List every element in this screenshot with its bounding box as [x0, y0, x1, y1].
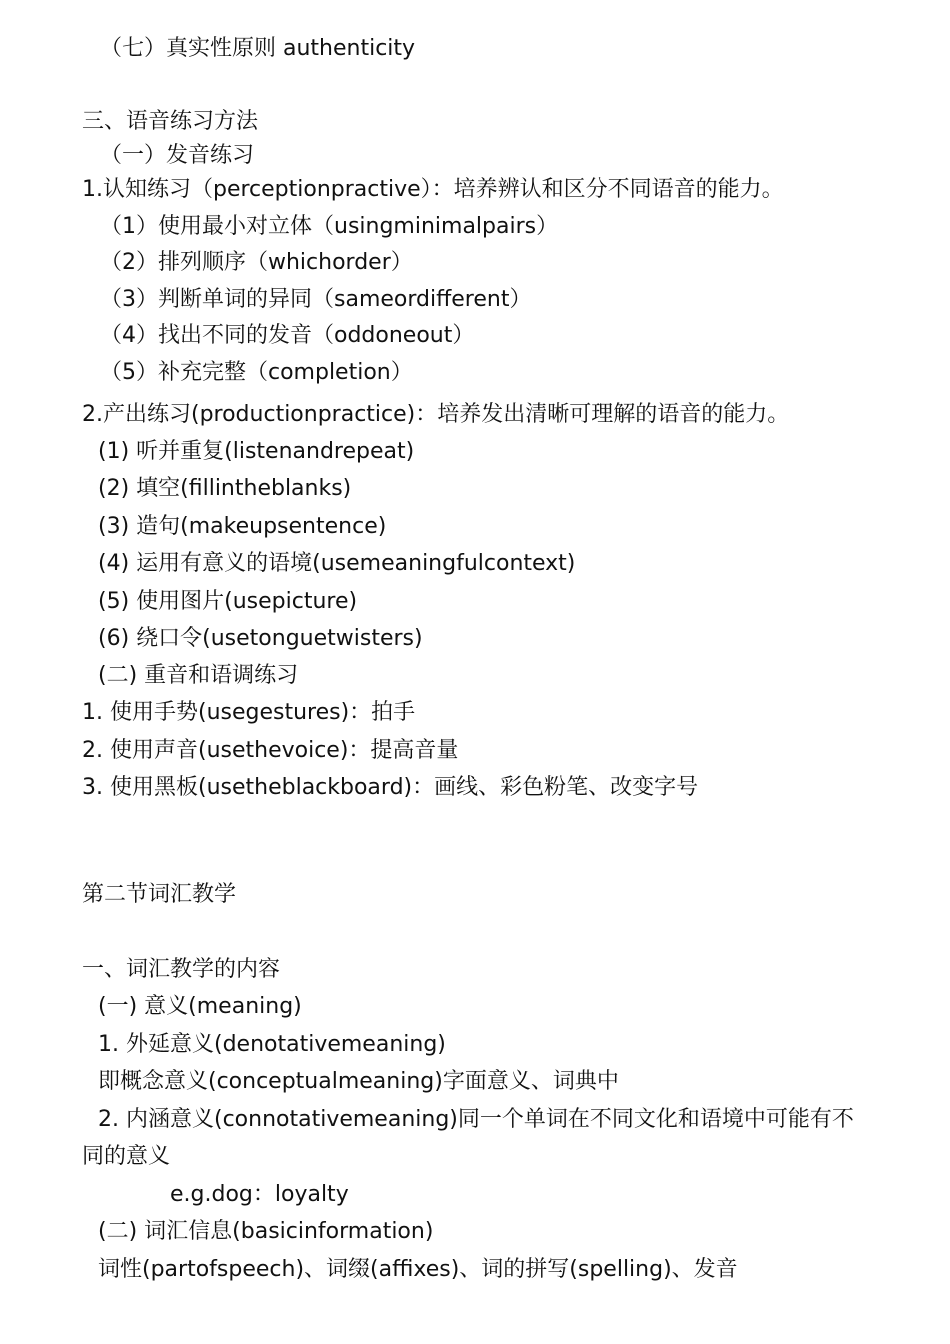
- list-item-listen-and-repeat: (1) 听并重复(listenandrepeat): [98, 439, 415, 464]
- subheading-pronunciation-practice: （一）发音练习: [100, 143, 255, 168]
- example-dog-loyalty: e.g.dog：loyalty: [170, 1182, 349, 1207]
- section-7-authenticity: （七）真实性原则 authenticity: [100, 36, 416, 61]
- list-item-meaningful-context: (4) 运用有意义的语境(usemeaningfulcontext): [98, 551, 576, 576]
- list-item-same-or-different: （3）判断单词的异同（sameordifferent）: [100, 287, 532, 312]
- list-item-completion: （5）补充完整（completion）: [100, 360, 413, 385]
- list-item-use-gestures: 1. 使用手势(usegestures)：拍手: [82, 700, 416, 725]
- list-item-use-voice: 2. 使用声音(usethevoice)：提高音量: [82, 738, 459, 763]
- subheading-stress-intonation: (二) 重音和语调练习: [98, 663, 299, 688]
- list-item-minimal-pairs: （1）使用最小对立体（usingminimalpairs）: [100, 214, 559, 239]
- list-item-make-up-sentence: (3) 造句(makeupsentence): [98, 514, 387, 539]
- item-production-practice: 2.产出练习(productionpractice)：培养发出清晰可理解的语音的能力。: [82, 402, 790, 427]
- item-denotative-meaning: 1. 外延意义(denotativemeaning): [98, 1032, 446, 1057]
- list-item-use-picture: (5) 使用图片(usepicture): [98, 589, 358, 614]
- text-conceptual-meaning: 即概念意义(conceptualmeaning)字面意义、词典中: [98, 1069, 619, 1094]
- list-item-use-blackboard: 3. 使用黑板(usetheblackboard)：画线、彩色粉笔、改变字号: [82, 775, 699, 800]
- subheading-basic-information: (二) 词汇信息(basicinformation): [98, 1219, 434, 1244]
- heading-pronunciation-practice-methods: 三、语音练习方法: [82, 109, 259, 134]
- list-item-tongue-twisters: (6) 绕口令(usetonguetwisters): [98, 626, 423, 651]
- text-word-info-list: 词性(partofspeech)、词缀(affixes)、词的拼写(spelling)、发音: [98, 1257, 738, 1282]
- item-perception-practice: 1.认知练习（perceptionpractive）：培养辨认和区分不同语音的能力。: [82, 177, 784, 202]
- heading-vocabulary-content: 一、词汇教学的内容: [82, 957, 281, 982]
- list-item-odd-one-out: （4）找出不同的发音（oddoneout）: [100, 323, 475, 348]
- list-item-fill-in-the-blanks: (2) 填空(fillintheblanks): [98, 476, 352, 501]
- section-vocabulary-teaching: 第二节词汇教学: [82, 882, 237, 907]
- list-item-which-order: （2）排列顺序（whichorder）: [100, 250, 413, 275]
- item-connotative-meaning: 2. 内涵意义(connotativemeaning)同一个单词在不同文化和语境中可能有不同的意义: [82, 1107, 854, 1169]
- subheading-meaning: (一) 意义(meaning): [98, 994, 302, 1019]
